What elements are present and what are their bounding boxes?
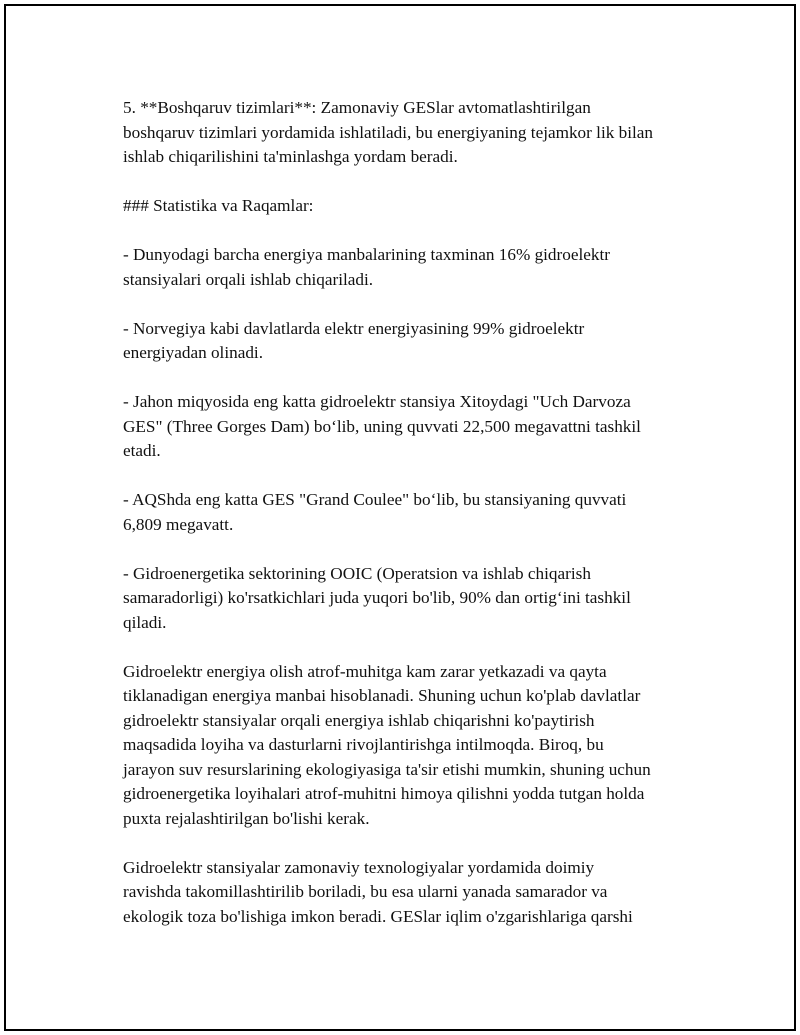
- text-line: energiyadan olinadi.: [123, 343, 264, 362]
- text-line: qiladi.: [123, 612, 167, 632]
- paragraph-technology: [123, 856, 703, 930]
- list-item-three-gorges: [123, 390, 703, 464]
- text-line: jarayon suv resurslarining ekologiyasiga ta'sir etishi mumkin, shuning uchun: [123, 759, 651, 779]
- list-item-world-share: [123, 243, 703, 292]
- text-line: 5. **Boshqaruv tizimlari**: Zamonaviy GESlar avtomatlashtirilgan: [123, 98, 591, 117]
- list-item-ooic: [123, 562, 703, 636]
- text-line: - Dunyodagi barcha energiya manbalarining taxminan 16% gidroelektr: [123, 245, 610, 264]
- text-line: - Gidroenergetika sektorining OOIC (Operatsion va ishlab chiqarish: [123, 563, 591, 583]
- heading-text: ### Statistika va Raqamlar:: [123, 196, 314, 215]
- paragraph-control-systems: [123, 96, 703, 170]
- text-line: Gidroelektr energiya olish atrof-muhitga kam zarar yetkazadi va qayta: [123, 661, 607, 681]
- list-item-norway: [123, 317, 703, 366]
- text-line: tiklanadigan energiya manbai hisoblanadi. Shuning uchun ko'plab davlatlar: [123, 686, 641, 705]
- text-line: maqsadida loyiha va dasturlarni rivojlantirishga intilmoqda. Biroq, bu: [123, 735, 604, 754]
- text-line: boshqaruv tizimlari yordamida ishlatiladi, bu energiyaning tejamkor lik bilan: [123, 122, 653, 142]
- document-body: [123, 96, 703, 954]
- text-line: puxta rejalashtirilgan bo'lishi kerak.: [123, 808, 370, 828]
- text-line: stansiyalari orqali ishlab chiqariladi.: [123, 269, 374, 289]
- list-item-grand-coulee: [123, 488, 703, 537]
- section-heading-statistics: [123, 194, 703, 219]
- text-line: gidroenergetika loyihalari atrof-muhitni himoya qilishni yodda tutgan holda: [123, 784, 645, 803]
- text-line: Gidroelektr stansiyalar zamonaviy texnologiyalar yordamida doimiy: [123, 857, 595, 877]
- text-line: - Jahon miqyosida eng katta gidroelektr stansiya Xitoydagi "Uch Darvoza: [123, 392, 631, 411]
- text-line: 6,809 megavatt.: [123, 514, 234, 534]
- text-line: ishlab chiqarilishini ta'minlashga yordam beradi.: [123, 147, 458, 166]
- text-line: gidroelektr stansiyalar orqali energiya ishlab chiqarishni ko'paytirish: [123, 710, 595, 730]
- text-line: etadi.: [123, 441, 161, 460]
- text-line: - Norvegiya kabi davlatlarda elektr energiyasining 99% gidroelektr: [123, 318, 585, 338]
- text-line: - AQShda eng katta GES "Grand Coulee" bo‘lib, bu stansiyaning quvvati: [123, 490, 627, 509]
- text-line: samaradorligi) ko'rsatkichlari juda yuqori bo'lib, 90% dan ortig‘ini tashkil: [123, 588, 631, 607]
- page-frame: [4, 4, 796, 1031]
- text-line: ekologik toza bo'lishiga imkon beradi. GESlar iqlim o'zgarishlariga qarshi: [123, 906, 633, 926]
- paragraph-environment: [123, 660, 703, 832]
- text-line: GES" (Three Gorges Dam) bo‘lib, uning quvvati 22,500 megavattni tashkil: [123, 416, 641, 436]
- text-line: ravishda takomillashtirilib boriladi, bu esa ularni yanada samarador va: [123, 882, 608, 901]
